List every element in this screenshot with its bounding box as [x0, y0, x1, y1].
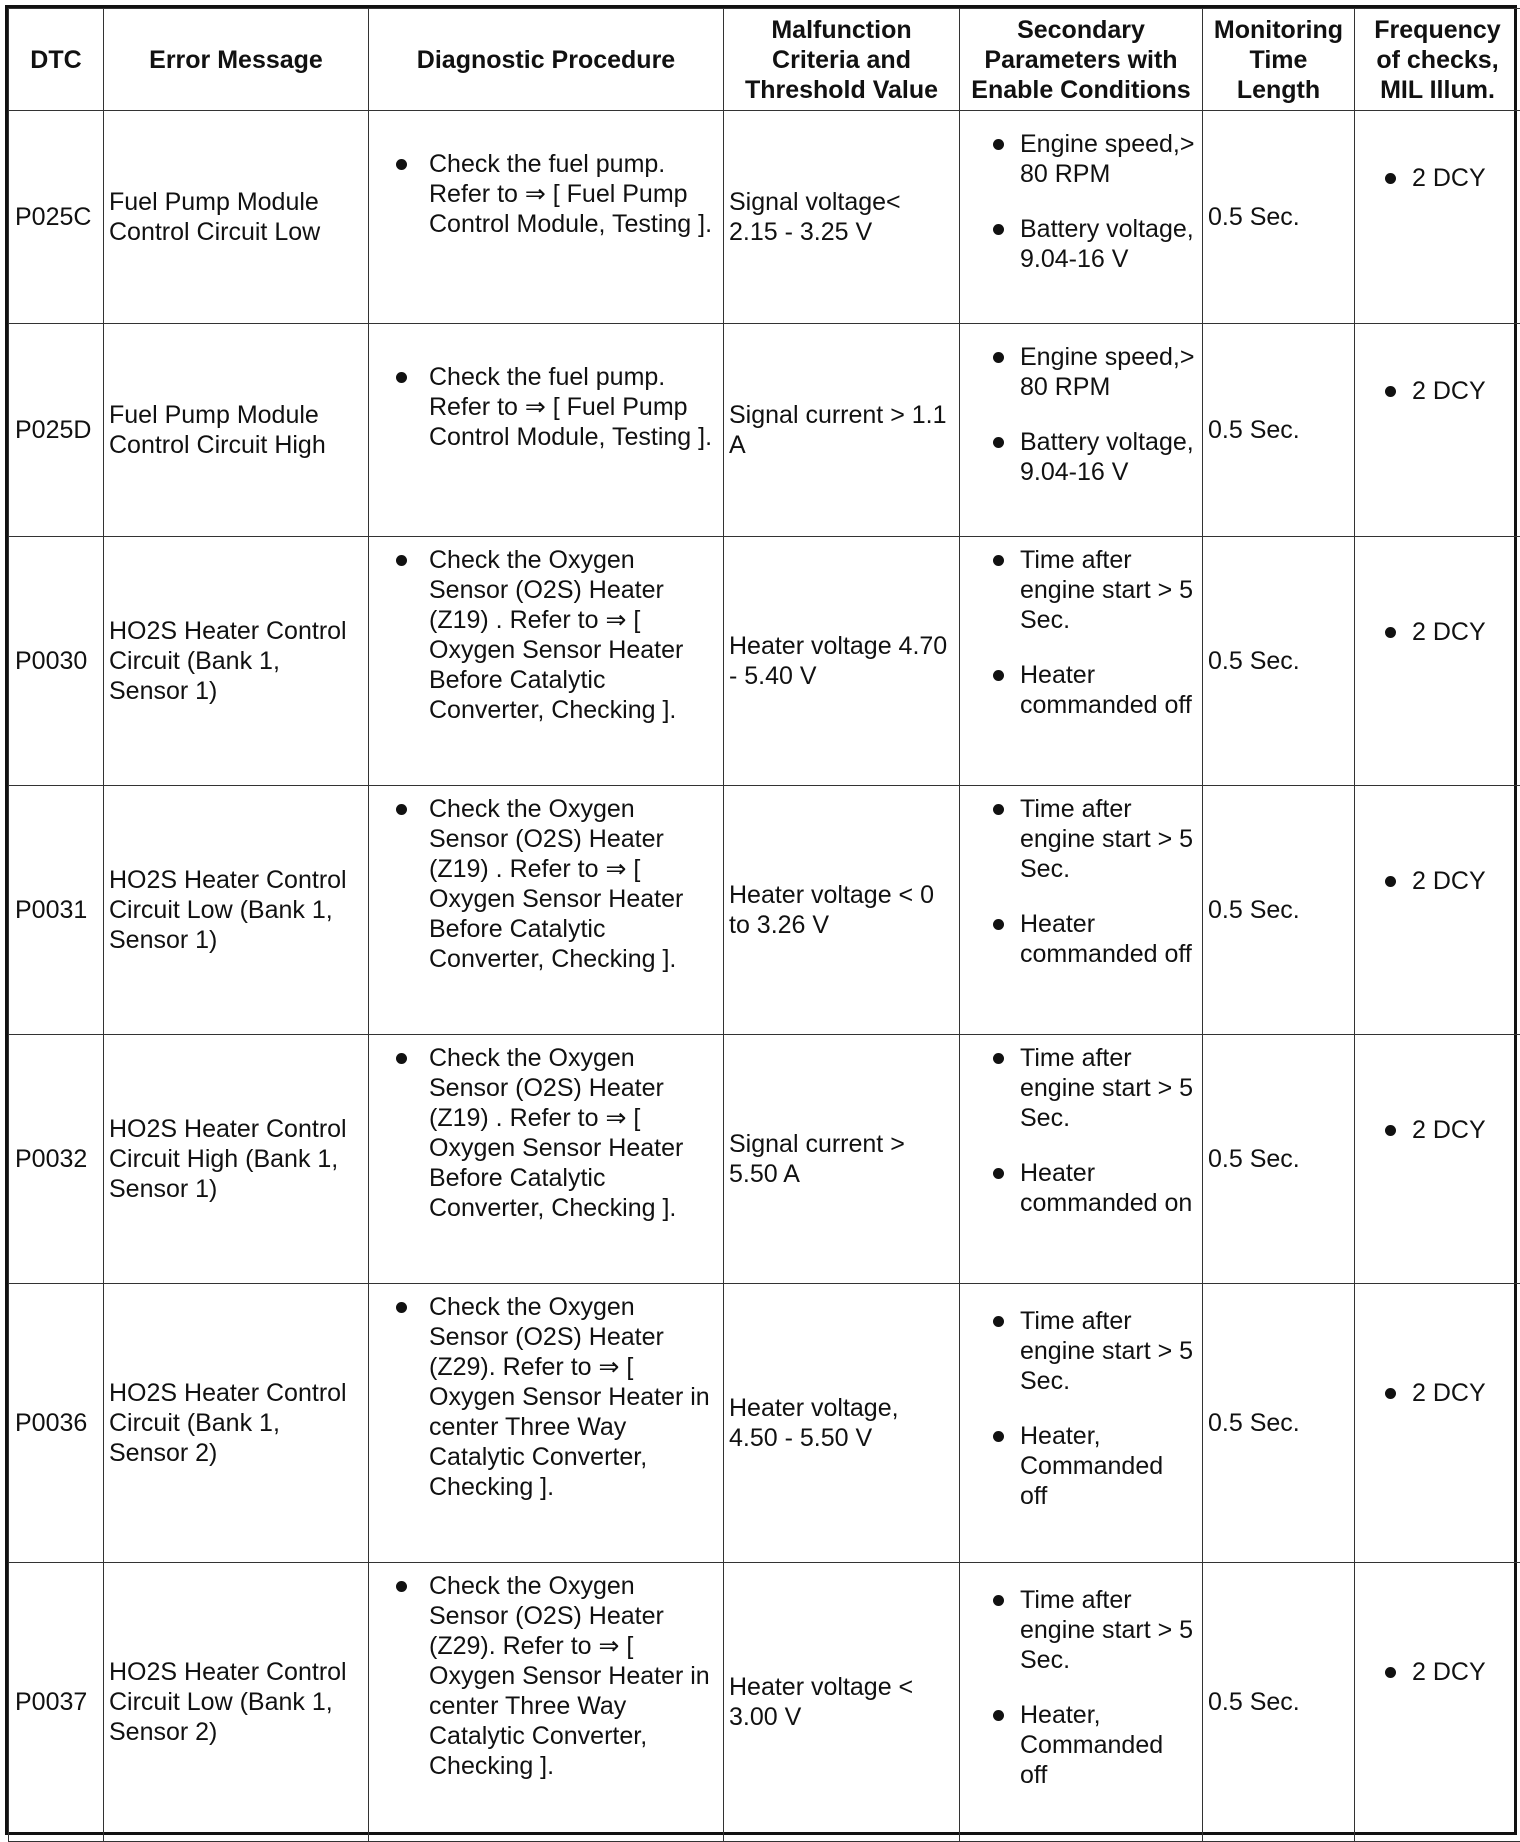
- criteria: Heater voltage, 4.50 - 5.50 V: [724, 1284, 960, 1563]
- secondary-item: Battery voltage, 9.04-16 V: [965, 427, 1197, 487]
- frequency-value: 2 DCY: [1360, 163, 1515, 193]
- secondary-cell: [960, 786, 1203, 1035]
- procedure-text: Check the Oxygen Sensor (O2S) Heater (Z19) . Refer to ⇒ [ Oxygen Sensor Heater Before Catalytic Converter, Checking ].: [374, 1043, 718, 1223]
- header-frequency: Frequency of checks, MIL Illum.: [1355, 9, 1520, 111]
- error-message: HO2S Heater Control Circuit Low (Bank 1, Sensor 2): [104, 1563, 369, 1842]
- error-message: HO2S Heater Control Circuit (Bank 1, Sensor 2): [104, 1284, 369, 1563]
- header-row: [9, 9, 1520, 111]
- frequency-value: 2 DCY: [1360, 1657, 1515, 1687]
- frequency-value: 2 DCY: [1360, 617, 1515, 647]
- frequency-cell: [1355, 111, 1520, 324]
- criteria: Heater voltage 4.70 - 5.40 V: [724, 537, 960, 786]
- secondary-item: Engine speed,> 80 RPM: [965, 129, 1197, 189]
- table-row: [9, 324, 1520, 537]
- table-row: [9, 111, 1520, 324]
- dtc-table-frame: [5, 5, 1517, 1835]
- dtc-code: P0030: [9, 537, 104, 786]
- procedure-text: Check the fuel pump. Refer to ⇒ [ Fuel Pump Control Module, Testing ].: [374, 362, 718, 452]
- frequency-value: 2 DCY: [1360, 376, 1515, 406]
- header-diagnostic-procedure: Diagnostic Procedure: [369, 9, 724, 111]
- secondary-item: Time after engine start > 5 Sec.: [965, 794, 1197, 884]
- frequency-value: 2 DCY: [1360, 866, 1515, 896]
- secondary-item: Time after engine start > 5 Sec.: [965, 545, 1197, 635]
- secondary-item: Heater, Commanded off: [965, 1700, 1197, 1790]
- secondary-item: Battery voltage, 9.04-16 V: [965, 214, 1197, 274]
- table-row: [9, 537, 1520, 786]
- dtc-code: P0037: [9, 1563, 104, 1842]
- dtc-code: P025D: [9, 324, 104, 537]
- criteria: Signal voltage< 2.15 - 3.25 V: [724, 111, 960, 324]
- table-row: [9, 786, 1520, 1035]
- secondary-item: Time after engine start > 5 Sec.: [965, 1585, 1197, 1675]
- dtc-code: P025C: [9, 111, 104, 324]
- procedure-text: Check the Oxygen Sensor (O2S) Heater (Z19) . Refer to ⇒ [ Oxygen Sensor Heater Before Catalytic Converter, Checking ].: [374, 794, 718, 974]
- frequency-cell: [1355, 786, 1520, 1035]
- error-message: HO2S Heater Control Circuit (Bank 1, Sensor 1): [104, 537, 369, 786]
- table-row: [9, 1563, 1520, 1842]
- dtc-code: P0036: [9, 1284, 104, 1563]
- dtc-code: P0031: [9, 786, 104, 1035]
- table-row: [9, 1035, 1520, 1284]
- criteria: Heater voltage < 0 to 3.26 V: [724, 786, 960, 1035]
- monitoring-time: 0.5 Sec.: [1203, 1563, 1355, 1842]
- dtc-code: P0032: [9, 1035, 104, 1284]
- secondary-cell: [960, 1284, 1203, 1563]
- procedure-cell: [369, 537, 724, 786]
- header-secondary-parameters: Secondary Parameters with Enable Conditions: [960, 9, 1203, 111]
- procedure-cell: [369, 111, 724, 324]
- secondary-cell: [960, 1035, 1203, 1284]
- frequency-value: 2 DCY: [1360, 1115, 1515, 1145]
- criteria: Signal current > 5.50 A: [724, 1035, 960, 1284]
- frequency-cell: [1355, 537, 1520, 786]
- secondary-cell: [960, 111, 1203, 324]
- procedure-cell: [369, 1284, 724, 1563]
- error-message: HO2S Heater Control Circuit Low (Bank 1, Sensor 1): [104, 786, 369, 1035]
- procedure-text: Check the Oxygen Sensor (O2S) Heater (Z29). Refer to ⇒ [ Oxygen Sensor Heater in center Three Way Catalytic Converter, Checking ].: [374, 1571, 718, 1781]
- secondary-cell: [960, 324, 1203, 537]
- header-monitoring-time: Monitoring Time Length: [1203, 9, 1355, 111]
- secondary-item: Time after engine start > 5 Sec.: [965, 1043, 1197, 1133]
- secondary-item: Heater commanded off: [965, 660, 1197, 720]
- monitoring-time: 0.5 Sec.: [1203, 537, 1355, 786]
- frequency-cell: [1355, 1035, 1520, 1284]
- secondary-item: Heater commanded on: [965, 1158, 1197, 1218]
- dtc-table: [8, 8, 1520, 1842]
- monitoring-time: 0.5 Sec.: [1203, 786, 1355, 1035]
- procedure-cell: [369, 1563, 724, 1842]
- criteria: Heater voltage < 3.00 V: [724, 1563, 960, 1842]
- frequency-cell: [1355, 1563, 1520, 1842]
- secondary-item: Time after engine start > 5 Sec.: [965, 1306, 1197, 1396]
- monitoring-time: 0.5 Sec.: [1203, 1284, 1355, 1563]
- criteria: Signal current > 1.1 A: [724, 324, 960, 537]
- monitoring-time: 0.5 Sec.: [1203, 111, 1355, 324]
- error-message: Fuel Pump Module Control Circuit Low: [104, 111, 369, 324]
- secondary-item: Engine speed,> 80 RPM: [965, 342, 1197, 402]
- frequency-cell: [1355, 1284, 1520, 1563]
- procedure-text: Check the Oxygen Sensor (O2S) Heater (Z29). Refer to ⇒ [ Oxygen Sensor Heater in center Three Way Catalytic Converter, Checking ].: [374, 1292, 718, 1502]
- header-criteria: Malfunction Criteria and Threshold Value: [724, 9, 960, 111]
- header-error-message: Error Message: [104, 9, 369, 111]
- error-message: HO2S Heater Control Circuit High (Bank 1, Sensor 1): [104, 1035, 369, 1284]
- procedure-text: Check the fuel pump. Refer to ⇒ [ Fuel Pump Control Module, Testing ].: [374, 149, 718, 239]
- error-message: Fuel Pump Module Control Circuit High: [104, 324, 369, 537]
- secondary-item: Heater commanded off: [965, 909, 1197, 969]
- secondary-item: Heater, Commanded off: [965, 1421, 1197, 1511]
- procedure-cell: [369, 324, 724, 537]
- table-row: [9, 1284, 1520, 1563]
- procedure-cell: [369, 786, 724, 1035]
- monitoring-time: 0.5 Sec.: [1203, 324, 1355, 537]
- frequency-value: 2 DCY: [1360, 1378, 1515, 1408]
- procedure-cell: [369, 1035, 724, 1284]
- frequency-cell: [1355, 324, 1520, 537]
- monitoring-time: 0.5 Sec.: [1203, 1035, 1355, 1284]
- header-dtc: DTC: [9, 9, 104, 111]
- procedure-text: Check the Oxygen Sensor (O2S) Heater (Z19) . Refer to ⇒ [ Oxygen Sensor Heater Before Catalytic Converter, Checking ].: [374, 545, 718, 725]
- secondary-cell: [960, 537, 1203, 786]
- secondary-cell: [960, 1563, 1203, 1842]
